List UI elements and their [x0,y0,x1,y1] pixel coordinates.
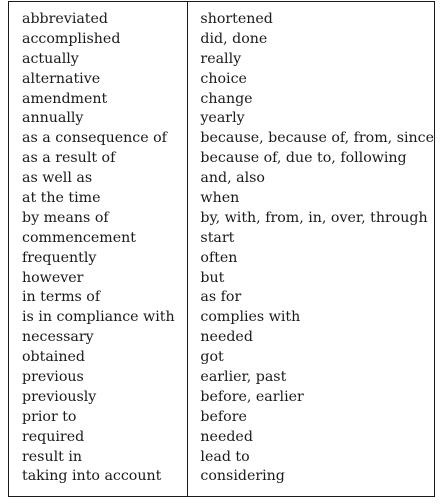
replacement-cell: yearly [200,110,245,127]
term-cell: commencement [22,229,136,246]
term-cell: however [22,269,84,286]
term-cell: annually [22,110,84,127]
term-cell: is in compliance with [22,309,175,326]
replacement-cell: because of, due to, following [200,150,407,167]
replacement-cell: before, earlier [200,388,304,405]
replacement-column [188,2,434,496]
replacement-cell: really [200,50,242,67]
replacement-cell: shortened [200,11,273,27]
term-cell: as a consequence of [22,130,167,147]
term-cell: taking into account [22,468,162,485]
term-cell: amendment [22,90,108,107]
replacement-cell: and, also [200,170,265,187]
replacement-cell: needed [200,329,253,346]
term-cell: at the time [22,190,101,207]
replacement-cell: earlier, past [200,369,287,386]
replacement-cell: choice [200,70,247,87]
replacement-cell: considering [200,468,285,485]
term-column [9,2,188,496]
replacement-cell: lead to [200,448,250,465]
replacement-cell: by, with, from, in, over, through [200,209,428,226]
term-cell: previously [22,388,97,405]
replacement-cell: complies with [200,309,301,326]
replacement-cell: start [200,229,235,246]
term-cell: by means of [22,209,109,226]
replacement-cell: change [200,90,253,107]
replacement-cell: needed [200,428,253,445]
replacement-cell: got [200,349,224,366]
replacement-cell: before [200,408,247,425]
term-cell: prior to [22,408,77,425]
term-cell: alternative [22,70,101,87]
term-cell: result in [22,448,83,465]
term-cell: actually [22,50,79,67]
term-cell: required [22,428,85,445]
replacement-cell: when [200,190,240,207]
term-cell: as well as [22,170,93,187]
term-cell: previous [22,369,84,386]
term-cell: necessary [22,329,94,346]
term-cell: abbreviated [22,11,108,27]
word-replacement-table [8,1,435,497]
term-cell: accomplished [22,30,121,47]
term-cell: as a result of [22,150,116,167]
term-cell: in terms of [22,289,101,306]
term-cell: frequently [22,249,97,266]
replacement-cell: did, done [200,30,268,47]
replacement-cell: because, because of, from, since [200,130,434,147]
replacement-cell: often [200,249,238,266]
replacement-cell: as for [200,289,242,306]
replacement-cell: but [200,269,225,286]
term-cell: obtained [22,349,85,366]
